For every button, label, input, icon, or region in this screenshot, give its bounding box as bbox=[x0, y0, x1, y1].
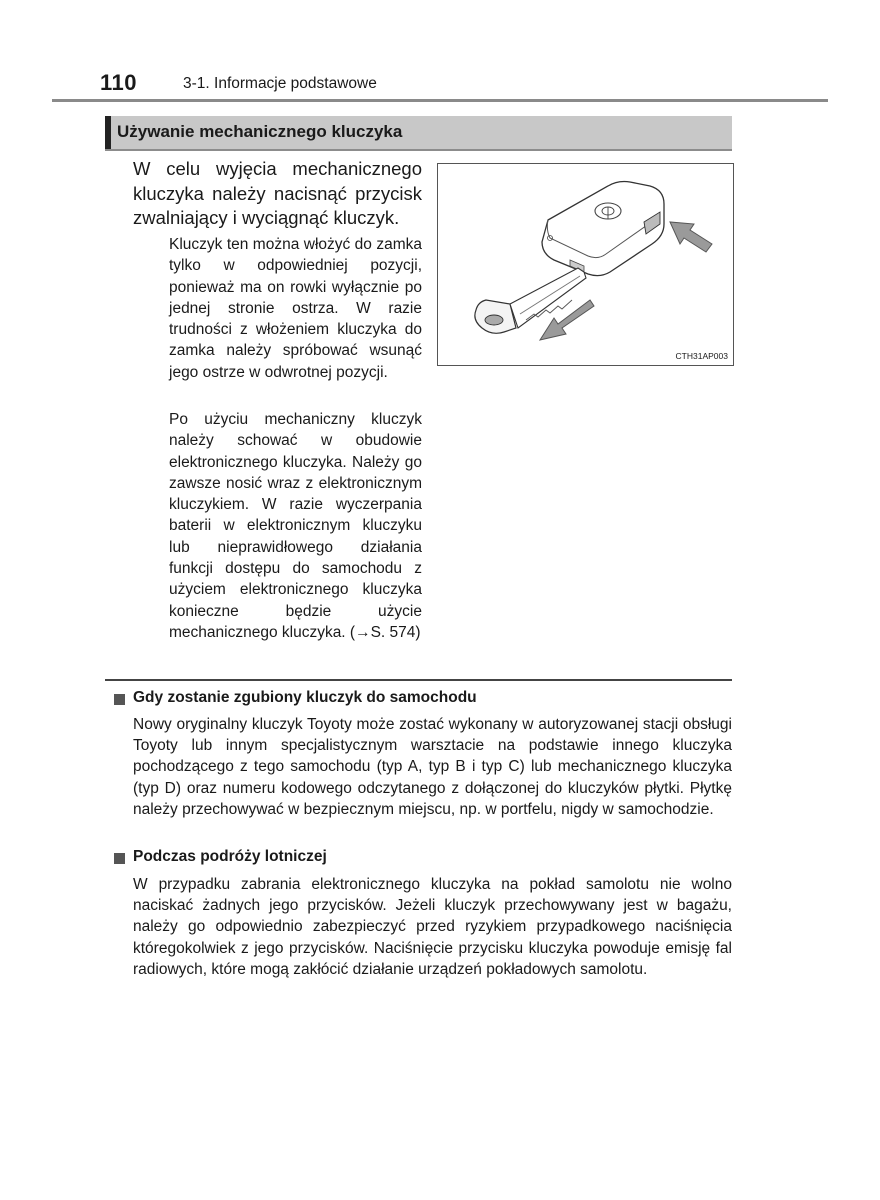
press-arrow-icon bbox=[670, 222, 712, 252]
paragraph-air-travel: W przypadku zabrania elektronicznego kluczyka na pokład samolotu nie wolno naciskać żadnych jego przycisków. Jeżeli kluczyk przechowywany jest w bagażu, należy go odpowiednio zabezpieczyć przed ryzykiem przypadkowego naciśnięcia któregokolwiek z jego przycisków. Naciśnięcie przycisku kluczyka powoduje emisję fal radiowych, które mogą zakłócić działanie urządzeń pokładowych samolotu. bbox=[133, 876, 732, 978]
smart-key-fob-icon bbox=[542, 182, 664, 276]
note-key-storage: Po użyciu mechaniczny kluczyk należy schować w obudowie elektronicznego kluczyka. Należy go zawsze nosić wraz z elektronicznym kluczykiem. W razie wyczerpania baterii w elektronicznym kluczyku lub nieprawidłowego działania funkcji dostępu do samochodu z użyciem elektronicznego kluczyka konieczne będzie użycie mechanicznego kluczyka. (→S. 574) bbox=[169, 411, 422, 641]
key-illustration-drawing bbox=[438, 164, 733, 365]
header-divider bbox=[52, 99, 828, 102]
section-divider bbox=[105, 679, 732, 681]
figure-code: CTH31AP003 bbox=[675, 351, 728, 361]
paragraph-lost-key: Nowy oryginalny kluczyk Toyoty może zostać wykonany w autoryzowanej stacji obsługi Toyoty lub innym specjalistycznym warsztacie na podstawie innego kluczyka pochodzącego z tego samochodu (typ A, typ B i typ C) lub mechanicznego kluczyka (typ D) oraz numeru kodowego odczytanego z dołączonej do kluczyków płytki. Płytkę należy przechowywać w bezpiecznym miejscu, np. w portfelu, nigdy w samochodzie. bbox=[133, 716, 732, 818]
bullet-square-icon bbox=[114, 694, 125, 705]
subsection-title-air-travel: Podczas podróży lotniczej bbox=[133, 848, 327, 865]
note-key-orientation: Kluczyk ten można włożyć do zamka tylko w odpowiedniej pozycji, ponieważ ma on rowki wyłącznie po jednej stronie ostrza. W razie trudności z włożeniem kluczyka do zamka należy spróbować wsunąć jego ostrze w odwrotnej pozycji. bbox=[169, 236, 422, 381]
chapter-title: 3-1. Informacje podstawowe bbox=[183, 75, 377, 92]
lead-paragraph: W celu wyjęcia mechanicznego kluczyka należy nacisnąć przycisk zwalniający i wyciągnąć kluczyk. bbox=[133, 158, 422, 228]
page-header bbox=[52, 64, 828, 104]
bullet-square-icon bbox=[114, 853, 125, 864]
subsection-title-lost-key: Gdy zostanie zgubiony kluczyk do samochodu bbox=[133, 689, 477, 706]
section-heading-bar bbox=[105, 116, 732, 151]
section-heading-marker bbox=[105, 116, 111, 149]
section-title: Używanie mechanicznego kluczyka bbox=[117, 122, 403, 141]
page-number: 110 bbox=[100, 70, 137, 95]
key-illustration bbox=[437, 163, 734, 366]
